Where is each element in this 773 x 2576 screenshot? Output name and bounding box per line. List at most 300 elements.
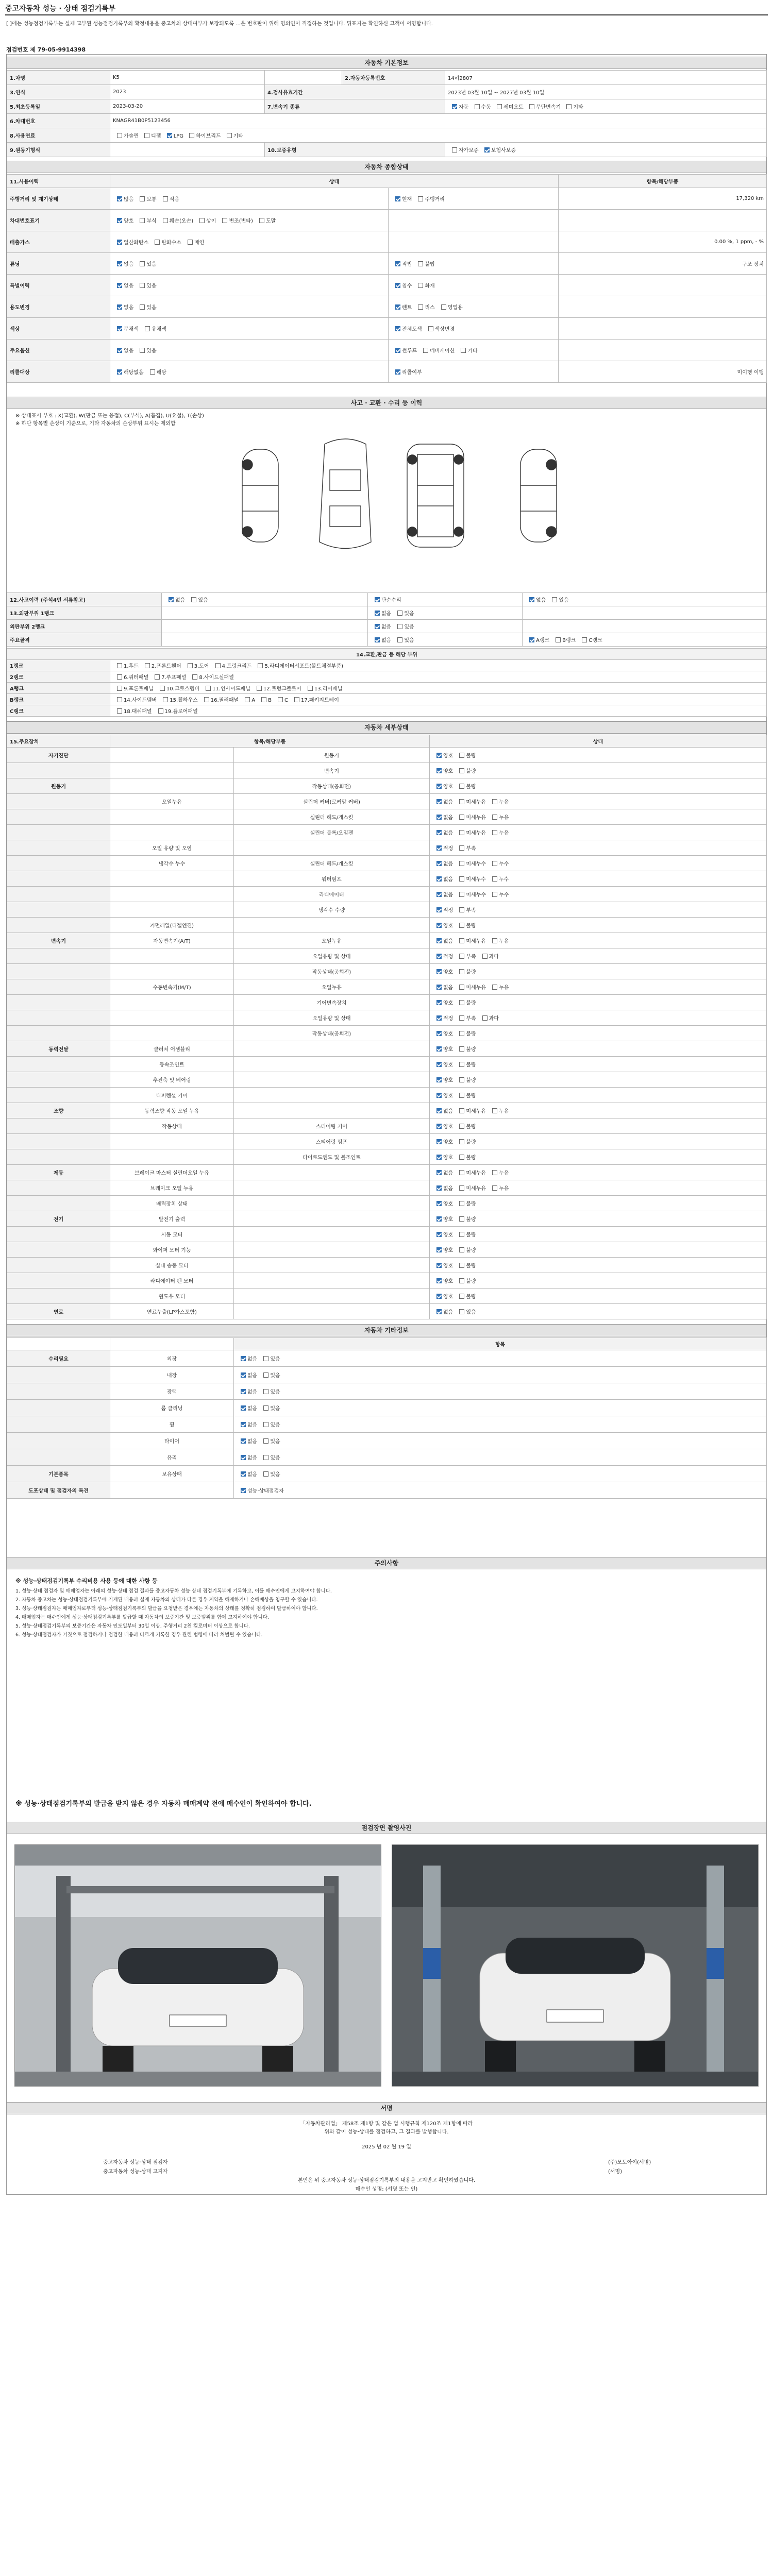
checkbox-option[interactable] bbox=[259, 1389, 282, 1395]
checkbox[interactable] bbox=[241, 1488, 246, 1493]
checkbox[interactable] bbox=[117, 240, 122, 245]
checkbox-option[interactable] bbox=[432, 753, 455, 759]
checkbox-option[interactable] bbox=[414, 262, 436, 267]
checkbox-option[interactable] bbox=[432, 877, 455, 883]
checkbox-option[interactable] bbox=[488, 877, 511, 883]
checkbox-option[interactable] bbox=[455, 1217, 478, 1223]
checkbox[interactable] bbox=[150, 369, 155, 375]
checkbox-option[interactable] bbox=[201, 686, 253, 692]
checkbox[interactable] bbox=[263, 1422, 268, 1427]
checkbox[interactable] bbox=[436, 1232, 442, 1237]
checkbox-option[interactable] bbox=[455, 846, 478, 852]
checkbox[interactable] bbox=[215, 663, 221, 668]
checkbox[interactable] bbox=[459, 799, 464, 804]
checkbox[interactable] bbox=[163, 196, 168, 201]
checkbox-option[interactable] bbox=[113, 370, 146, 376]
checkbox[interactable] bbox=[188, 240, 193, 245]
checkbox[interactable] bbox=[475, 104, 480, 109]
checkbox[interactable] bbox=[436, 938, 442, 943]
checkbox[interactable] bbox=[436, 969, 442, 974]
checkbox-option[interactable] bbox=[113, 262, 136, 267]
checkbox-option[interactable] bbox=[195, 218, 218, 224]
checkbox-option[interactable] bbox=[237, 1357, 259, 1362]
checkbox-option[interactable] bbox=[455, 1124, 478, 1130]
checkbox-option[interactable] bbox=[424, 327, 457, 332]
checkbox[interactable] bbox=[459, 907, 464, 912]
checkbox[interactable] bbox=[117, 196, 122, 201]
checkbox[interactable] bbox=[582, 637, 587, 642]
checkbox-option[interactable] bbox=[136, 197, 158, 202]
checkbox-option[interactable] bbox=[455, 970, 478, 975]
checkbox[interactable] bbox=[117, 283, 122, 288]
checkbox[interactable] bbox=[459, 1278, 464, 1283]
checkbox[interactable] bbox=[459, 1139, 464, 1144]
checkbox[interactable] bbox=[459, 753, 464, 758]
checkbox-option[interactable] bbox=[488, 815, 511, 821]
checkbox[interactable] bbox=[241, 1405, 246, 1411]
checkbox[interactable] bbox=[452, 147, 457, 152]
checkbox-option[interactable] bbox=[259, 1406, 282, 1412]
checkbox[interactable] bbox=[117, 218, 122, 223]
checkbox[interactable] bbox=[188, 663, 193, 668]
checkbox[interactable] bbox=[222, 218, 227, 223]
checkbox-option[interactable] bbox=[391, 370, 424, 376]
checkbox[interactable] bbox=[189, 133, 194, 138]
checkbox[interactable] bbox=[529, 597, 534, 602]
checkbox[interactable] bbox=[436, 1108, 442, 1113]
checkbox[interactable] bbox=[117, 304, 122, 310]
checkbox[interactable] bbox=[163, 697, 168, 702]
checkbox[interactable] bbox=[566, 104, 572, 109]
checkbox-option[interactable] bbox=[488, 1109, 511, 1114]
checkbox-option[interactable] bbox=[455, 1310, 478, 1315]
checkbox-option[interactable] bbox=[237, 1455, 259, 1461]
checkbox-option[interactable] bbox=[432, 861, 455, 867]
checkbox[interactable] bbox=[241, 1356, 246, 1361]
checkbox-option[interactable] bbox=[437, 305, 465, 311]
checkbox-option[interactable] bbox=[304, 686, 345, 692]
checkbox[interactable] bbox=[258, 663, 263, 668]
checkbox-option[interactable] bbox=[164, 598, 187, 603]
checkbox[interactable] bbox=[140, 304, 145, 310]
sign-notifier-value[interactable]: (서명) bbox=[608, 2169, 623, 2175]
checkbox[interactable] bbox=[492, 876, 497, 882]
checkbox-option[interactable] bbox=[259, 1455, 282, 1461]
checkbox[interactable] bbox=[492, 1185, 497, 1191]
checkbox-option[interactable] bbox=[188, 675, 236, 681]
checkbox[interactable] bbox=[436, 784, 442, 789]
checkbox-option[interactable] bbox=[183, 240, 206, 246]
checkbox[interactable] bbox=[140, 348, 145, 353]
checkbox-option[interactable] bbox=[113, 664, 141, 669]
buyer-signature[interactable]: 매수인 성명: (서명 또는 인) bbox=[355, 2187, 418, 2192]
checkbox-option[interactable] bbox=[455, 1186, 488, 1192]
checkbox[interactable] bbox=[418, 261, 423, 266]
checkbox-option[interactable] bbox=[578, 638, 604, 643]
checkbox-option[interactable] bbox=[391, 197, 414, 202]
checkbox[interactable] bbox=[436, 1247, 442, 1252]
checkbox-option[interactable] bbox=[478, 954, 501, 960]
checkbox-option[interactable] bbox=[393, 624, 416, 630]
checkbox-option[interactable] bbox=[432, 908, 455, 913]
checkbox-option[interactable] bbox=[183, 664, 211, 669]
checkbox-option[interactable] bbox=[237, 1472, 259, 1478]
checkbox-option[interactable] bbox=[525, 638, 551, 643]
checkbox[interactable] bbox=[117, 708, 122, 714]
checkbox[interactable] bbox=[492, 1108, 497, 1113]
checkbox-option[interactable] bbox=[237, 1389, 259, 1395]
checkbox[interactable] bbox=[436, 815, 442, 820]
checkbox[interactable] bbox=[459, 1185, 464, 1191]
checkbox-option[interactable] bbox=[457, 348, 479, 354]
checkbox[interactable] bbox=[375, 637, 380, 642]
checkbox-option[interactable] bbox=[159, 218, 195, 224]
checkbox-option[interactable] bbox=[113, 686, 156, 692]
checkbox[interactable] bbox=[529, 637, 534, 642]
checkbox[interactable] bbox=[117, 697, 122, 702]
checkbox[interactable] bbox=[294, 697, 299, 702]
checkbox-option[interactable] bbox=[136, 305, 158, 311]
checkbox[interactable] bbox=[436, 892, 442, 897]
checkbox-option[interactable] bbox=[432, 784, 455, 790]
checkbox-option[interactable] bbox=[257, 698, 274, 703]
checkbox-option[interactable] bbox=[393, 611, 416, 617]
checkbox[interactable] bbox=[436, 1046, 442, 1052]
checkbox[interactable] bbox=[436, 768, 442, 773]
checkbox[interactable] bbox=[459, 876, 464, 882]
checkbox[interactable] bbox=[436, 1185, 442, 1191]
checkbox-option[interactable] bbox=[414, 283, 436, 289]
checkbox-option[interactable] bbox=[432, 1201, 455, 1207]
checkbox-option[interactable] bbox=[141, 327, 169, 332]
checkbox[interactable] bbox=[459, 892, 464, 897]
checkbox-option[interactable] bbox=[455, 1140, 478, 1145]
checkbox-option[interactable] bbox=[455, 1001, 478, 1006]
checkbox[interactable] bbox=[163, 218, 168, 223]
checkbox[interactable] bbox=[459, 985, 464, 990]
checkbox[interactable] bbox=[145, 326, 150, 331]
checkbox-option[interactable] bbox=[488, 985, 511, 991]
checkbox[interactable] bbox=[241, 1438, 246, 1444]
checkbox[interactable] bbox=[418, 304, 423, 310]
checkbox[interactable] bbox=[395, 304, 400, 310]
checkbox[interactable] bbox=[461, 348, 466, 353]
checkbox[interactable] bbox=[492, 830, 497, 835]
checkbox[interactable] bbox=[459, 1263, 464, 1268]
checkbox[interactable] bbox=[397, 637, 402, 642]
checkbox[interactable] bbox=[492, 938, 497, 943]
checkbox-option[interactable] bbox=[154, 709, 200, 715]
checkbox[interactable] bbox=[459, 1216, 464, 1222]
checkbox[interactable] bbox=[241, 1389, 246, 1394]
checkbox-option[interactable] bbox=[253, 686, 304, 692]
checkbox[interactable] bbox=[145, 663, 150, 668]
checkbox[interactable] bbox=[117, 369, 122, 375]
checkbox-option[interactable] bbox=[455, 1201, 478, 1207]
checkbox-option[interactable] bbox=[259, 1422, 282, 1428]
checkbox-option[interactable] bbox=[455, 1232, 478, 1238]
checkbox[interactable] bbox=[459, 1015, 464, 1021]
checkbox-option[interactable] bbox=[455, 1155, 478, 1161]
checkbox[interactable] bbox=[192, 674, 197, 680]
checkbox[interactable] bbox=[459, 1201, 464, 1206]
checkbox[interactable] bbox=[436, 954, 442, 959]
checkbox[interactable] bbox=[241, 1372, 246, 1378]
checkbox-option[interactable] bbox=[113, 675, 150, 681]
checkbox-option[interactable] bbox=[159, 197, 181, 202]
checkbox[interactable] bbox=[436, 1155, 442, 1160]
checkbox-option[interactable] bbox=[455, 769, 478, 774]
checkbox[interactable] bbox=[418, 196, 423, 201]
checkbox-option[interactable] bbox=[455, 1279, 478, 1284]
checkbox-option[interactable] bbox=[455, 1263, 478, 1269]
checkbox-option[interactable] bbox=[391, 327, 424, 332]
checkbox[interactable] bbox=[397, 624, 402, 629]
checkbox-option[interactable] bbox=[259, 1439, 282, 1445]
checkbox-option[interactable] bbox=[159, 698, 200, 703]
checkbox[interactable] bbox=[436, 1263, 442, 1268]
checkbox-option[interactable] bbox=[259, 1357, 282, 1362]
checkbox-option[interactable] bbox=[455, 815, 488, 821]
checkbox[interactable] bbox=[375, 597, 380, 602]
checkbox-option[interactable] bbox=[136, 218, 158, 224]
checkbox-option[interactable] bbox=[432, 1155, 455, 1161]
checkbox[interactable] bbox=[397, 611, 402, 616]
checkbox[interactable] bbox=[428, 326, 433, 331]
checkbox[interactable] bbox=[257, 686, 262, 691]
checkbox-option[interactable] bbox=[254, 664, 345, 669]
checkbox-option[interactable] bbox=[525, 598, 548, 603]
checkbox-option[interactable] bbox=[290, 698, 341, 703]
checkbox-option[interactable] bbox=[432, 1078, 455, 1083]
checkbox[interactable] bbox=[459, 1062, 464, 1067]
checkbox[interactable] bbox=[245, 697, 250, 702]
checkbox-option[interactable] bbox=[432, 1062, 455, 1068]
checkbox-option[interactable] bbox=[455, 877, 488, 883]
checkbox-option[interactable] bbox=[274, 698, 290, 703]
checkbox-option[interactable] bbox=[488, 861, 511, 867]
checkbox[interactable] bbox=[436, 830, 442, 835]
checkbox[interactable] bbox=[155, 674, 160, 680]
checkbox-option[interactable] bbox=[432, 1124, 455, 1130]
checkbox-option[interactable] bbox=[455, 1171, 488, 1176]
checkbox[interactable] bbox=[436, 799, 442, 804]
checkbox[interactable] bbox=[308, 686, 313, 691]
checkbox-option[interactable] bbox=[255, 218, 278, 224]
checkbox-option[interactable] bbox=[141, 664, 183, 669]
checkbox[interactable] bbox=[436, 1015, 442, 1021]
checkbox-option[interactable] bbox=[113, 348, 136, 354]
checkbox-option[interactable] bbox=[218, 218, 255, 224]
checkbox[interactable] bbox=[459, 768, 464, 773]
checkbox-option[interactable] bbox=[432, 831, 455, 836]
checkbox[interactable] bbox=[459, 784, 464, 789]
checkbox[interactable] bbox=[436, 1201, 442, 1206]
checkbox-option[interactable] bbox=[259, 1472, 282, 1478]
checkbox-option[interactable] bbox=[432, 1140, 455, 1145]
checkbox-option[interactable] bbox=[455, 985, 488, 991]
checkbox-option[interactable] bbox=[432, 1016, 455, 1022]
checkbox[interactable] bbox=[263, 1455, 268, 1460]
checkbox[interactable] bbox=[206, 686, 211, 691]
checkbox[interactable] bbox=[436, 1031, 442, 1036]
checkbox[interactable] bbox=[436, 923, 442, 928]
checkbox[interactable] bbox=[459, 923, 464, 928]
checkbox-option[interactable] bbox=[432, 1093, 455, 1099]
checkbox-option[interactable] bbox=[455, 939, 488, 944]
checkbox[interactable] bbox=[395, 196, 400, 201]
checkbox-option[interactable] bbox=[455, 954, 478, 960]
checkbox[interactable] bbox=[436, 1139, 442, 1144]
checkbox[interactable] bbox=[436, 876, 442, 882]
checkbox-option[interactable] bbox=[432, 892, 455, 898]
checkbox[interactable] bbox=[436, 1294, 442, 1299]
checkbox[interactable] bbox=[459, 969, 464, 974]
checkbox[interactable] bbox=[459, 1108, 464, 1113]
checkbox-option[interactable] bbox=[455, 1062, 478, 1068]
checkbox[interactable] bbox=[459, 938, 464, 943]
checkbox[interactable] bbox=[459, 845, 464, 851]
checkbox[interactable] bbox=[227, 133, 232, 138]
checkbox-option[interactable] bbox=[414, 305, 436, 311]
checkbox-option[interactable] bbox=[419, 348, 457, 354]
checkbox[interactable] bbox=[529, 104, 534, 109]
checkbox[interactable] bbox=[459, 1294, 464, 1299]
checkbox-option[interactable] bbox=[113, 305, 136, 311]
checkbox[interactable] bbox=[492, 799, 497, 804]
checkbox[interactable] bbox=[459, 1124, 464, 1129]
checkbox-option[interactable] bbox=[432, 1217, 455, 1223]
checkbox[interactable] bbox=[459, 1309, 464, 1314]
checkbox-option[interactable] bbox=[488, 892, 511, 898]
checkbox[interactable] bbox=[482, 1015, 488, 1021]
checkbox-option[interactable] bbox=[237, 1488, 286, 1494]
checkbox-option[interactable] bbox=[455, 923, 478, 929]
checkbox[interactable] bbox=[395, 326, 400, 331]
checkbox-option[interactable] bbox=[455, 753, 478, 759]
checkbox-option[interactable] bbox=[478, 1016, 501, 1022]
checkbox[interactable] bbox=[492, 815, 497, 820]
checkbox[interactable] bbox=[459, 1170, 464, 1175]
checkbox-option[interactable] bbox=[414, 197, 447, 202]
checkbox-option[interactable] bbox=[371, 598, 404, 603]
checkbox-option[interactable] bbox=[432, 1047, 455, 1053]
checkbox-option[interactable] bbox=[432, 846, 455, 852]
checkbox[interactable] bbox=[436, 1170, 442, 1175]
checkbox[interactable] bbox=[459, 1031, 464, 1036]
checkbox[interactable] bbox=[375, 611, 380, 616]
checkbox[interactable] bbox=[436, 1278, 442, 1283]
checkbox-option[interactable] bbox=[237, 1373, 259, 1379]
checkbox[interactable] bbox=[459, 815, 464, 820]
checkbox[interactable] bbox=[436, 1093, 442, 1098]
checkbox-option[interactable] bbox=[455, 908, 478, 913]
checkbox-option[interactable] bbox=[150, 240, 183, 246]
checkbox-option[interactable] bbox=[259, 1373, 282, 1379]
checkbox-option[interactable] bbox=[432, 769, 455, 774]
checkbox-option[interactable] bbox=[432, 970, 455, 975]
checkbox-option[interactable] bbox=[113, 197, 136, 202]
checkbox[interactable] bbox=[117, 326, 122, 331]
checkbox[interactable] bbox=[492, 892, 497, 897]
checkbox-option[interactable] bbox=[432, 1279, 455, 1284]
checkbox-option[interactable] bbox=[432, 800, 455, 805]
checkbox-option[interactable] bbox=[455, 784, 478, 790]
checkbox-option[interactable] bbox=[455, 1031, 478, 1037]
checkbox-option[interactable] bbox=[432, 1186, 455, 1192]
checkbox-option[interactable] bbox=[113, 240, 150, 246]
checkbox[interactable] bbox=[158, 708, 163, 714]
checkbox[interactable] bbox=[459, 1077, 464, 1082]
checkbox-option[interactable] bbox=[455, 1016, 478, 1022]
checkbox-option[interactable] bbox=[432, 1310, 455, 1315]
checkbox-option[interactable] bbox=[455, 1078, 478, 1083]
checkbox-option[interactable] bbox=[455, 1047, 478, 1053]
checkbox-option[interactable] bbox=[146, 370, 169, 376]
checkbox[interactable] bbox=[452, 104, 457, 109]
checkbox[interactable] bbox=[484, 147, 490, 152]
checkbox[interactable] bbox=[395, 369, 400, 375]
checkbox[interactable] bbox=[144, 133, 149, 138]
checkbox-option[interactable] bbox=[200, 698, 241, 703]
checkbox-option[interactable] bbox=[113, 698, 159, 703]
checkbox[interactable] bbox=[395, 283, 400, 288]
checkbox[interactable] bbox=[497, 104, 502, 109]
checkbox-option[interactable] bbox=[136, 262, 158, 267]
checkbox-option[interactable] bbox=[488, 800, 511, 805]
checkbox[interactable] bbox=[169, 597, 174, 602]
checkbox-option[interactable] bbox=[237, 1422, 259, 1428]
checkbox[interactable] bbox=[117, 674, 122, 680]
checkbox-option[interactable] bbox=[432, 1294, 455, 1300]
checkbox[interactable] bbox=[418, 283, 423, 288]
checkbox[interactable] bbox=[492, 1170, 497, 1175]
checkbox-option[interactable] bbox=[488, 831, 511, 836]
checkbox[interactable] bbox=[117, 686, 122, 691]
checkbox[interactable] bbox=[160, 686, 165, 691]
checkbox[interactable] bbox=[117, 133, 122, 138]
checkbox-option[interactable] bbox=[211, 664, 254, 669]
checkbox[interactable] bbox=[278, 697, 283, 702]
checkbox-option[interactable] bbox=[371, 638, 393, 643]
checkbox-option[interactable] bbox=[488, 1171, 511, 1176]
checkbox[interactable] bbox=[199, 218, 205, 223]
checkbox[interactable] bbox=[117, 663, 122, 668]
checkbox-option[interactable] bbox=[455, 831, 488, 836]
checkbox[interactable] bbox=[375, 624, 380, 629]
checkbox-option[interactable] bbox=[113, 709, 154, 715]
checkbox[interactable] bbox=[117, 348, 122, 353]
checkbox-option[interactable] bbox=[136, 348, 158, 354]
checkbox-option[interactable] bbox=[455, 1294, 478, 1300]
checkbox[interactable] bbox=[263, 1389, 268, 1394]
checkbox[interactable] bbox=[263, 1356, 268, 1361]
checkbox-option[interactable] bbox=[391, 262, 414, 267]
checkbox[interactable] bbox=[140, 196, 145, 201]
checkbox-option[interactable] bbox=[432, 985, 455, 991]
checkbox-option[interactable] bbox=[432, 1171, 455, 1176]
checkbox-option[interactable] bbox=[432, 815, 455, 821]
checkbox-option[interactable] bbox=[432, 1109, 455, 1114]
checkbox[interactable] bbox=[167, 133, 172, 138]
checkbox-option[interactable] bbox=[455, 1248, 478, 1253]
checkbox-option[interactable] bbox=[432, 954, 455, 960]
checkbox[interactable] bbox=[423, 348, 428, 353]
checkbox[interactable] bbox=[263, 1405, 268, 1411]
checkbox-option[interactable] bbox=[393, 638, 416, 643]
sign-inspector-value[interactable]: (주)모토아이(서명) bbox=[608, 2160, 651, 2165]
checkbox-option[interactable] bbox=[432, 923, 455, 929]
